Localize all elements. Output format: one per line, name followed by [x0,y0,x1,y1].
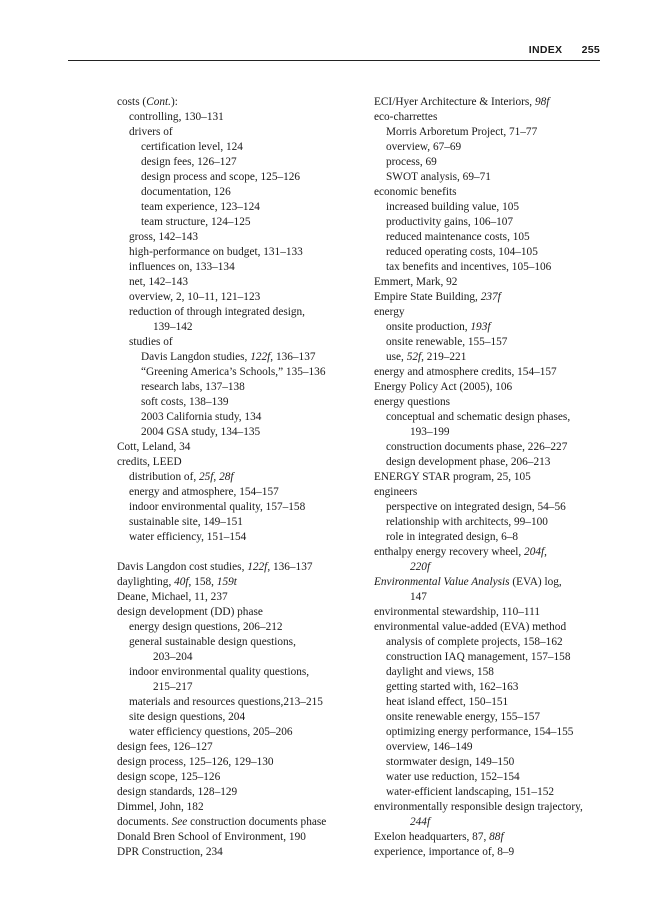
index-entry: ECI/Hyer Architecture & Interiors, 98f [374,96,550,108]
index-entry: influences on, 133–134 [129,261,235,273]
index-entry: soft costs, 138–139 [141,396,229,408]
index-entry: design fees, 126–127 [141,156,237,168]
index-entry: Cott, Leland, 34 [117,441,191,453]
index-entry: heat island effect, 150–151 [386,696,509,708]
index-entry: energy and atmosphere, 154–157 [129,486,279,498]
index-entry: studies of [129,336,173,348]
index-entry: reduction of through integrated design, [129,306,305,318]
index-entry: Deane, Michael, 11, 237 [117,591,228,603]
index-entry: getting started with, 162–163 [386,681,519,693]
index-entry: energy design questions, 206–212 [129,621,283,633]
index-entry: use, 52f, 219–221 [386,351,467,363]
index-entry: materials and resources questions,213–215 [129,696,323,708]
index-entry: 220f [410,561,431,573]
index-entry: onsite renewable, 155–157 [386,336,508,348]
index-entry: research labs, 137–138 [141,381,245,393]
index-entry: indoor environmental quality questions, [129,666,310,678]
index-entry: overview, 2, 10–11, 121–123 [129,291,261,303]
index-column-left [117,95,357,860]
index-entry: tax benefits and incentives, 105–106 [386,261,552,273]
page-number: 255 [581,44,600,56]
index-entry: environmental value-added (EVA) method [374,621,567,633]
index-entry: onsite renewable energy, 155–157 [386,711,541,723]
index-entry: indoor environmental quality, 157–158 [129,501,306,513]
index-entry: SWOT analysis, 69–71 [386,171,491,183]
index-entry: energy and atmosphere credits, 154–157 [374,366,557,378]
index-entry: documentation, 126 [141,186,231,198]
index-entry: productivity gains, 106–107 [386,216,514,228]
index-entry: Exelon headquarters, 87, 88f [374,831,504,843]
index-entry: reduced operating costs, 104–105 [386,246,538,258]
index-entry [117,545,357,560]
index-entry: relationship with architects, 99–100 [386,516,548,528]
index-entry: water-efficient landscaping, 151–152 [386,786,555,798]
header-title: INDEX [528,44,563,56]
index-entry: design development (DD) phase [117,606,263,618]
index-entry: design development phase, 206–213 [386,456,551,468]
index-entry: energy [374,306,405,318]
index-column-right [374,95,614,860]
index-entry: team structure, 124–125 [141,216,251,228]
index-entry: increased building value, 105 [386,201,520,213]
index-entry: enthalpy energy recovery wheel, 204f, [374,546,547,558]
index-entry: site design questions, 204 [129,711,246,723]
index-entry: certification level, 124 [141,141,243,153]
index-entry: credits, LEED [117,456,182,468]
index-entry: reduced maintenance costs, 105 [386,231,530,243]
index-entry: ENERGY STAR program, 25, 105 [374,471,531,483]
index-entry: optimizing energy performance, 154–155 [386,726,574,738]
index-entry: 139–142 [153,321,193,333]
index-entry: 193–199 [410,426,450,438]
index-entry: analysis of complete projects, 158–162 [386,636,563,648]
running-head [529,44,600,56]
index-entry: Empire State Building, 237f [374,291,501,303]
index-entry: high-performance on budget, 131–133 [129,246,303,258]
index-entry: general sustainable design questions, [129,636,296,648]
index-entry: 2004 GSA study, 134–135 [141,426,261,438]
index-entry: construction documents phase, 226–227 [386,441,568,453]
index-entry: water efficiency questions, 205–206 [129,726,293,738]
index-entry: overview, 67–69 [386,141,462,153]
index-entry: Davis Langdon studies, 122f, 136–137 [141,351,316,363]
header-rule [68,60,600,61]
index-entry: perspective on integrated design, 54–56 [386,501,566,513]
index-entry: distribution of, 25f, 28f [129,471,234,483]
index-entry: design process and scope, 125–126 [141,171,301,183]
index-entry: 244f [410,816,431,828]
index-entry: onsite production, 193f [386,321,491,333]
index-entry: conceptual and schematic design phases, [386,411,571,423]
index-entry: eco-charrettes [374,111,438,123]
index-entry: stormwater design, 149–150 [386,756,515,768]
index-entry: documents. See construction documents phase [117,816,327,828]
index-entry: Emmert, Mark, 92 [374,276,458,288]
index-entry: Davis Langdon cost studies, 122f, 136–137 [117,561,313,573]
index-entry: design fees, 126–127 [117,741,213,753]
index-entry: 215–217 [153,681,193,693]
index-entry: construction IAQ management, 157–158 [386,651,571,663]
index-entry: water use reduction, 152–154 [386,771,520,783]
index-entry: experience, importance of, 8–9 [374,846,515,858]
index-entry: 203–204 [153,651,193,663]
index-entry: controlling, 130–131 [129,111,224,123]
index-entry: 147 [410,591,427,603]
index-entry: “Greening America’s Schools,” 135–136 [141,366,326,378]
index-entry: DPR Construction, 234 [117,846,223,858]
index-entry: economic benefits [374,186,457,198]
index-entry: Donald Bren School of Environment, 190 [117,831,306,843]
index-entry: sustainable site, 149–151 [129,516,243,528]
index-entry: overview, 146–149 [386,741,473,753]
index-entry: design scope, 125–126 [117,771,221,783]
index-entry: net, 142–143 [129,276,188,288]
index-entry: engineers [374,486,418,498]
index-entry: Energy Policy Act (2005), 106 [374,381,513,393]
index-entry: gross, 142–143 [129,231,199,243]
index-entry: 2003 California study, 134 [141,411,262,423]
index-entry: costs (Cont.): [117,96,178,108]
index-entry: water efficiency, 151–154 [129,531,247,543]
index-entry: drivers of [129,126,173,138]
index-entry: environmentally responsible design trajectory, [374,801,583,813]
index-entry: team experience, 123–124 [141,201,260,213]
index-entry: daylighting, 40f, 158, 159t [117,576,237,588]
index-entry: design standards, 128–129 [117,786,238,798]
index-entry: Environmental Value Analysis (EVA) log, [374,576,562,588]
index-entry: environmental stewardship, 110–111 [374,606,540,618]
index-entry: design process, 125–126, 129–130 [117,756,274,768]
index-entry: Dimmel, John, 182 [117,801,204,813]
index-entry: role in integrated design, 6–8 [386,531,519,543]
index-entry: process, 69 [386,156,437,168]
index-entry: daylight and views, 158 [386,666,494,678]
index-entry: Morris Arboretum Project, 71–77 [386,126,538,138]
index-entry: energy questions [374,396,451,408]
